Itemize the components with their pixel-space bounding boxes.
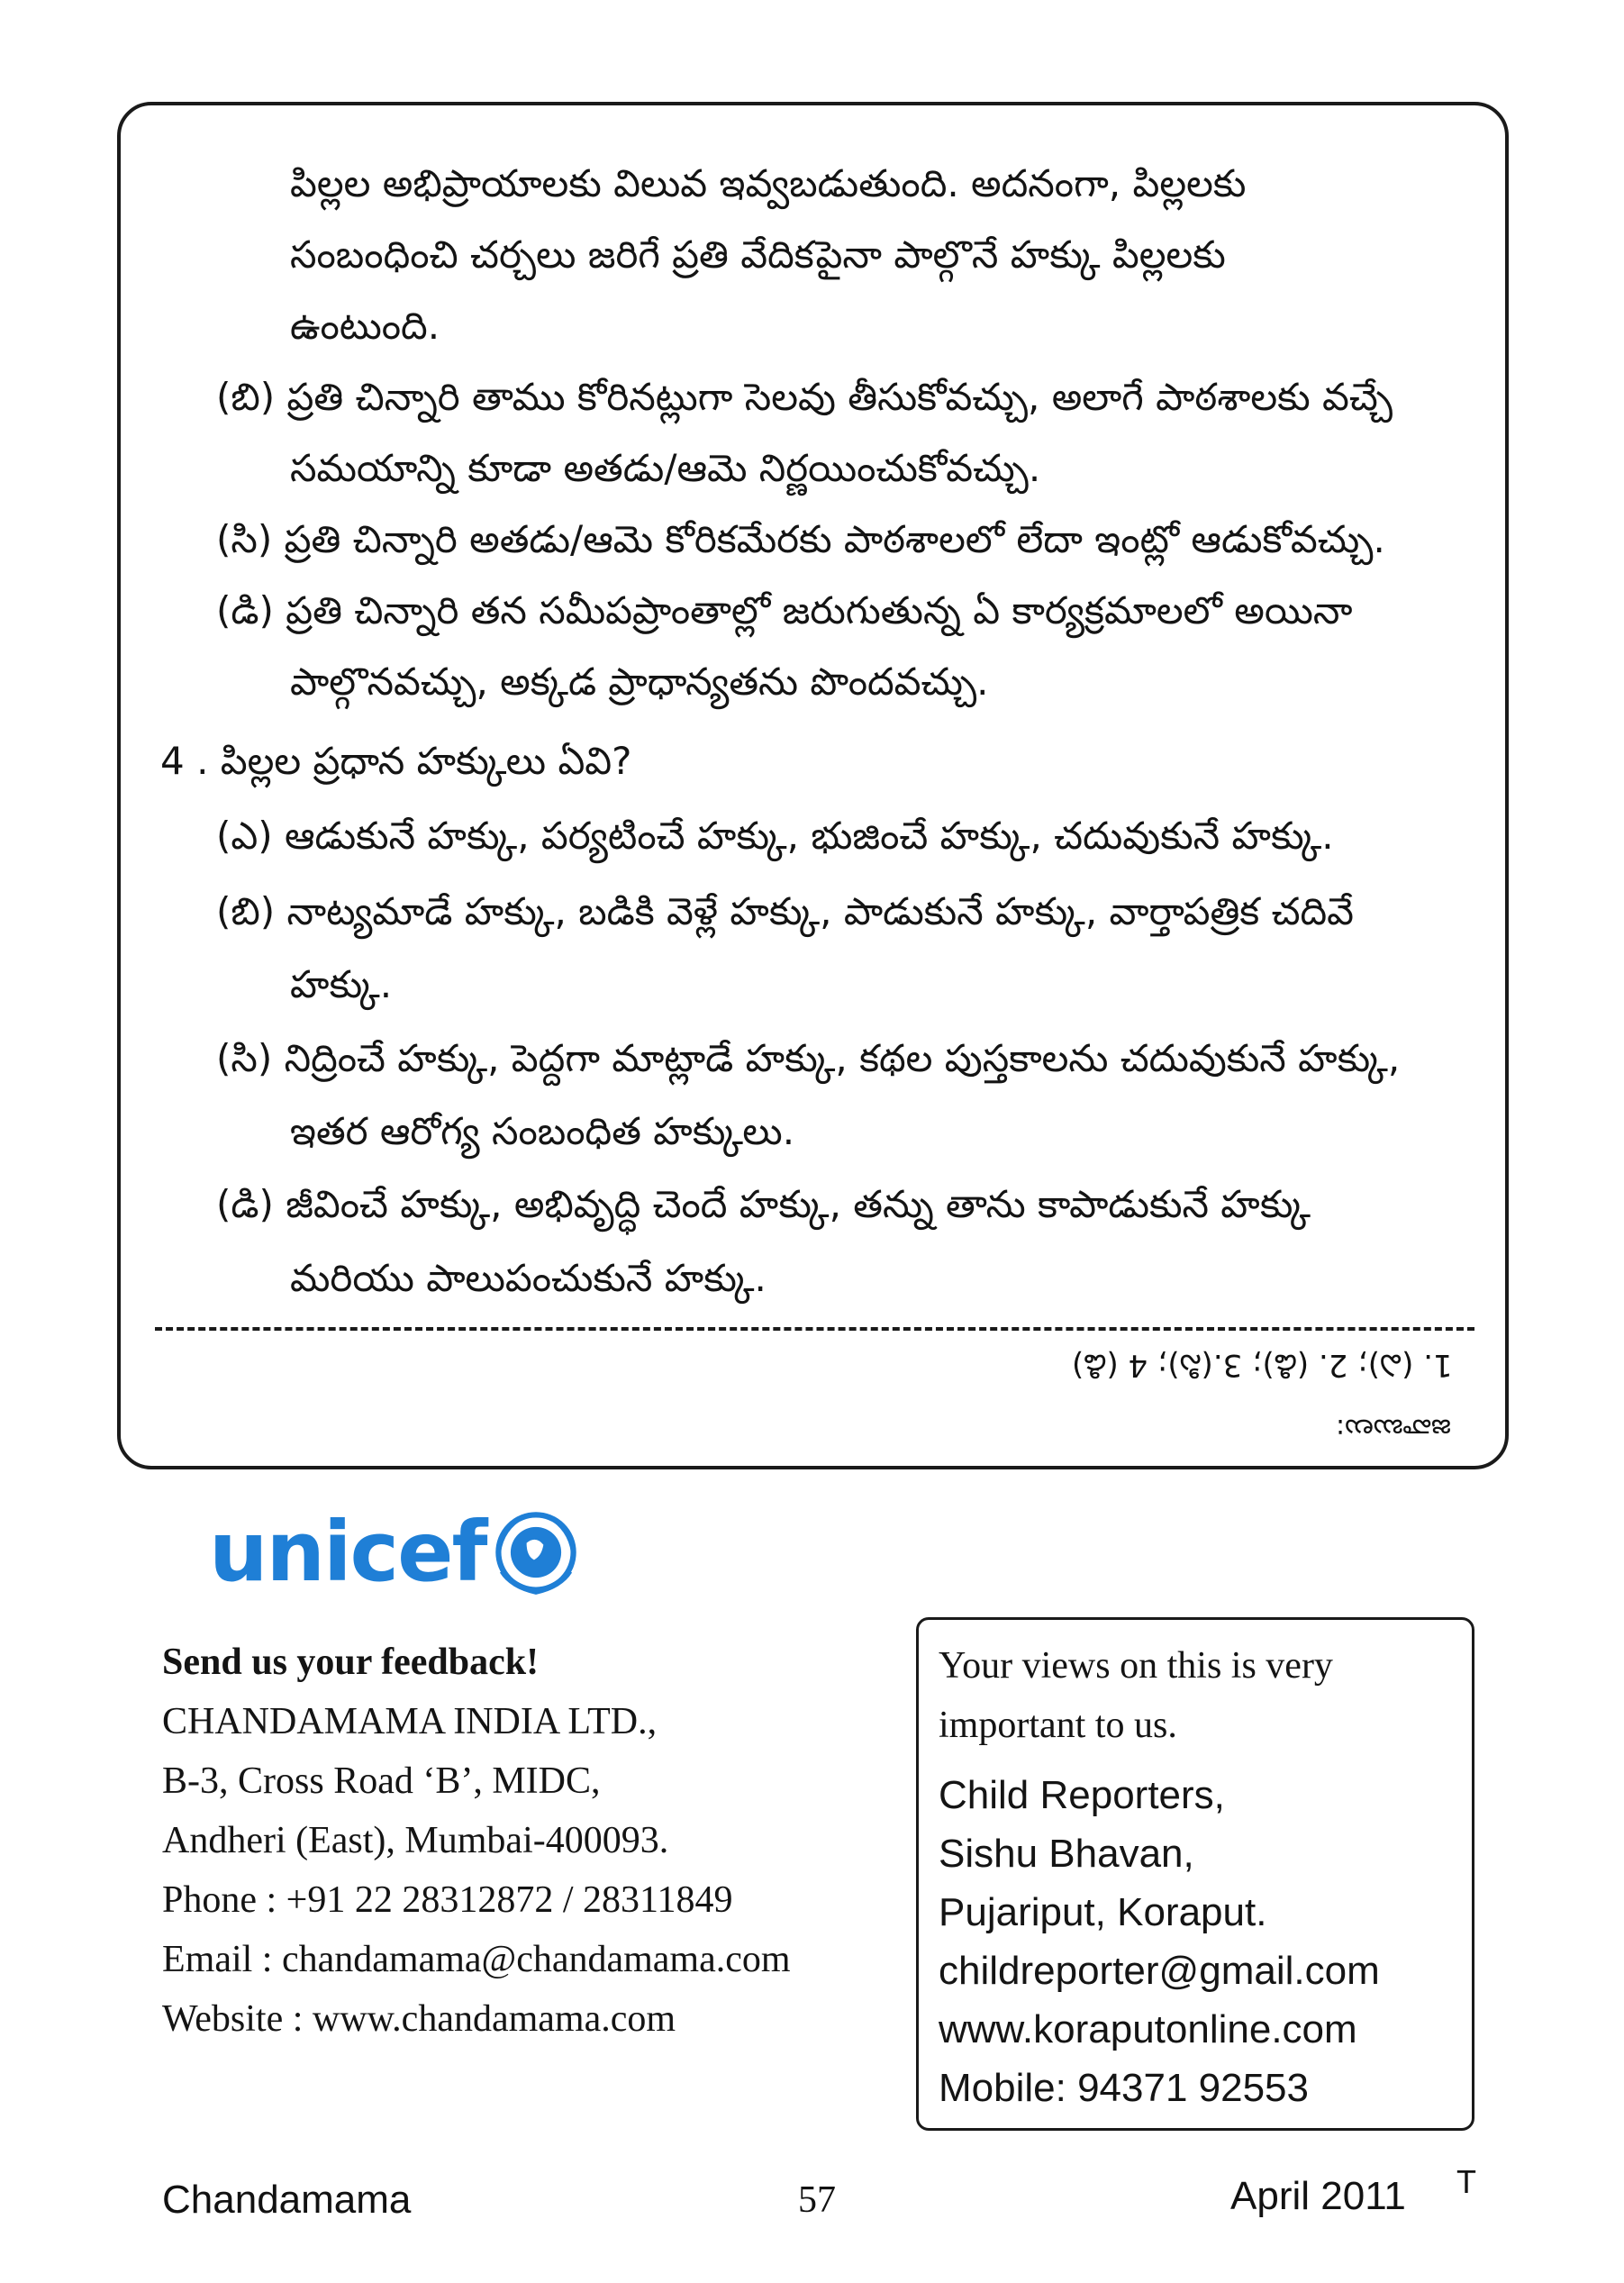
quiz-line: పిల్లల అభిప్రాయాలకు విలువ ఇవ్వబడుతుంది. అదనంగా, పిల్లలకు <box>290 161 1247 205</box>
phone-line: Phone : +91 22 28312872 / 28311849 <box>162 1879 733 1921</box>
footer-mark: T <box>1456 2163 1476 2200</box>
quiz-line: (బి) ప్రతి చిన్నారి తాము కోరినట్లుగా సెలవు తీసుకోవచ్చు, అలాగే పాఠశాలకు వచ్చే <box>216 375 1393 419</box>
quiz-line: (సి) ప్రతి చిన్నారి అతడు/ఆమె కోరికమేరకు పాఠశాలలో లేదా ఇంట్లో ఆడుకోవచ్చు. <box>216 517 1385 561</box>
quiz-line: (సి) నిద్రించే హక్కు, పెద్దగా మాట్లాడే హక్కు, కథల పుస్తకాలను చదువుకునే హక్కు, <box>216 1036 1401 1080</box>
address-line: Andheri (East), Mumbai-400093. <box>162 1820 669 1861</box>
email-line: Email : chandamama@chandamama.com <box>162 1939 791 1980</box>
quiz-line: మరియు పాలుపంచుకునే హక్కు. <box>290 1256 767 1300</box>
answer-key-title: జవాబులు: <box>1335 1413 1451 1444</box>
quiz-line: సంబంధించి చర్చలు జరిగే ప్రతి వేదికపైనా పాల్గొనే హక్కు పిల్లలకు <box>290 232 1226 277</box>
quiz-line: (బి) నాట్యమాడే హక్కు, బడికి వెళ్లే హక్కు, పాడుకునే హక్కు, వార్తాపత్రిక చదివే <box>216 889 1355 933</box>
website-line: Website : www.chandamama.com <box>162 1998 676 2040</box>
dashed-divider <box>155 1327 1474 1331</box>
quiz-line: (డి) జీవించే హక్కు, అభివృద్ధి చెందే హక్కు, తన్ను తాను కాపాడుకునే హక్కు <box>216 1182 1311 1226</box>
contact-line: Sishu Bhavan, <box>939 1832 1194 1876</box>
page-number: 57 <box>798 2179 836 2221</box>
address-line: B-3, Cross Road ‘B’, MIDC, <box>162 1760 601 1802</box>
views-intro-line: Your views on this is very <box>939 1645 1333 1687</box>
contact-mobile: Mobile: 94371 92553 <box>939 2066 1309 2110</box>
footer-issue-date: April 2011 <box>1230 2174 1406 2218</box>
quiz-line: (డి) ప్రతి చిన్నారి తన సమీపప్రాంతాల్లో జరుగుతున్న ఏ కార్యక్రమాలలో అయినా <box>216 588 1353 632</box>
feedback-block <box>162 1633 791 2049</box>
views-intro-line: important to us. <box>939 1705 1177 1746</box>
footer-magazine-name: Chandamama <box>162 2178 412 2222</box>
quiz-line: ఉంటుంది. <box>290 304 440 348</box>
views-intro <box>939 1636 1452 1755</box>
contact-line: Pujariput, Koraput. <box>939 1890 1267 1934</box>
feedback-heading: Send us your feedback! <box>162 1642 540 1683</box>
quiz-line: (ఎ) ఆడుకునే హక్కు, పర్యటించే హక్కు, భుజించే హక్కు, చదువుకునే హక్కు. <box>216 814 1334 858</box>
answer-key: 1. (ఎ); 2. (డి); 3.(సి); 4 (డి) <box>1072 1347 1453 1383</box>
contact-website: www.koraputonline.com <box>939 2007 1357 2051</box>
unicef-logo <box>209 1503 583 1602</box>
quiz-line: సమయాన్ని కూడా అతడు/ఆమె నిర్ణయించుకోవచ్చు. <box>290 446 1041 490</box>
un-emblem-icon <box>489 1505 583 1599</box>
question-heading: 4 . పిల్లల ప్రధాన హక్కులు ఏవి? <box>160 739 632 783</box>
quiz-line: ఇతర ఆరోగ్య సంబంధిత హక్కులు. <box>290 1109 795 1153</box>
quiz-line: హక్కు. <box>290 962 393 1006</box>
contact-email: childreporter@gmail.com <box>939 1949 1380 1993</box>
contact-line: Child Reporters, <box>939 1773 1225 1817</box>
company-name: CHANDAMAMA INDIA LTD., <box>162 1701 658 1742</box>
unicef-wordmark: unicef <box>209 1504 486 1600</box>
views-contact <box>939 1766 1452 2117</box>
views-box <box>916 1617 1474 2131</box>
quiz-line: పాల్గొనవచ్చు, అక్కడ ప్రాధాన్యతను పొందవచ్చు. <box>290 659 989 704</box>
